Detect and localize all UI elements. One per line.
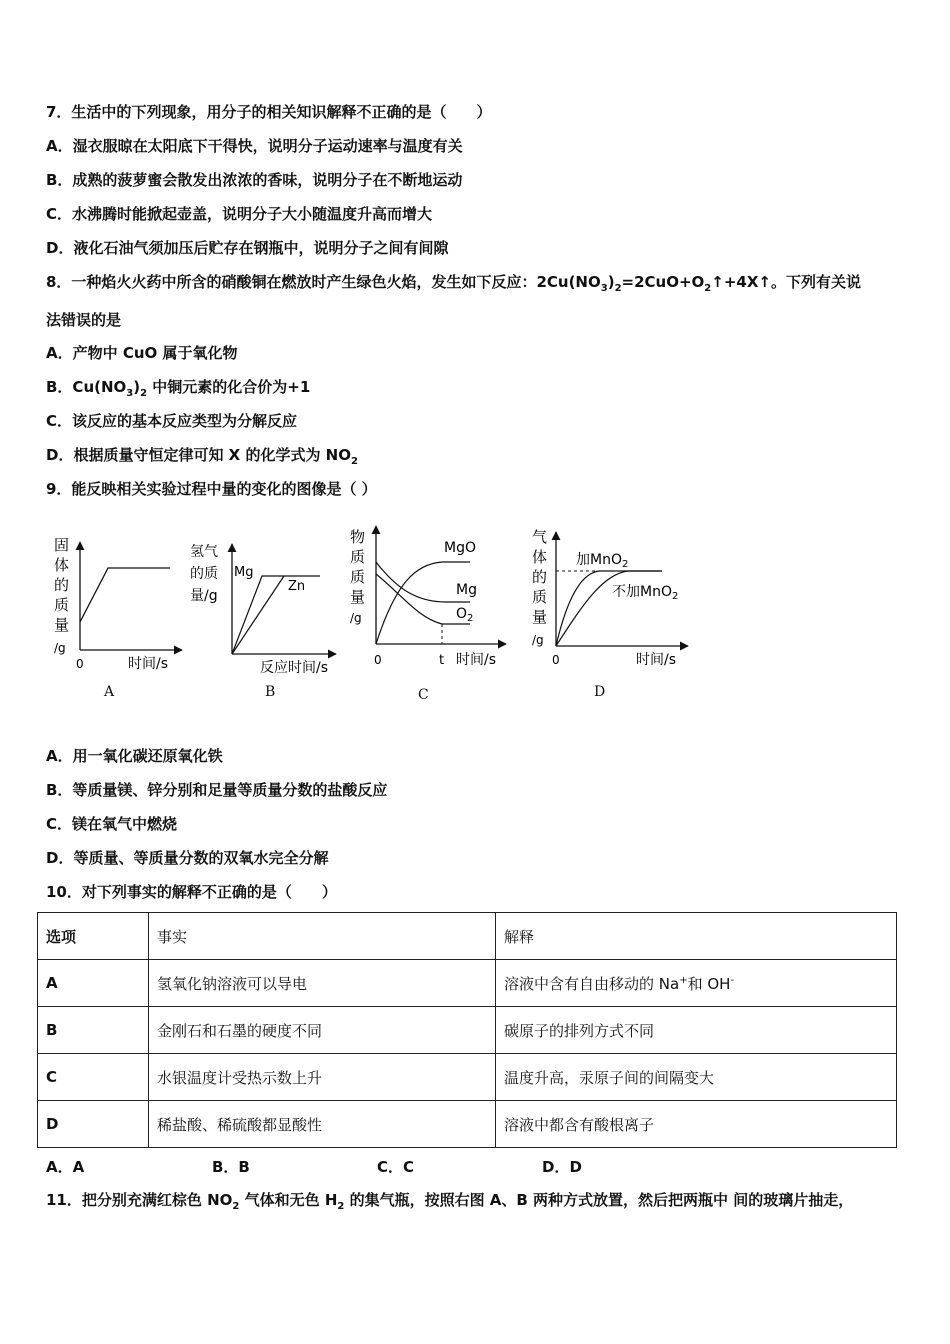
q7-option-c: C．水沸腾时能掀起壶盖，说明分子大小随温度升高而增大 bbox=[46, 205, 433, 223]
graph-b-ylabel-2: 的质 bbox=[190, 566, 218, 582]
graph-d-ylabel-3: 的 bbox=[532, 568, 548, 586]
graph-a-curve bbox=[80, 568, 170, 622]
header-explanation: 解释 bbox=[496, 913, 897, 960]
table-header-row bbox=[38, 913, 897, 960]
row-fact: 稀盐酸、稀硫酸都显酸性 bbox=[149, 1101, 496, 1148]
q8-option-d: D．根据质量守恒定律可知 X 的化学式为 $NO_2$ bbox=[46, 446, 358, 467]
q7-option-a: A．湿衣服晾在太阳底下干得快，说明分子运动速率与温度有关 bbox=[46, 137, 463, 155]
q10-choice-b: B．B bbox=[212, 1158, 250, 1176]
row-fact: 金刚石和石墨的硬度不同 bbox=[149, 1007, 496, 1054]
graph-d-origin: 0 bbox=[552, 653, 560, 667]
table-row bbox=[38, 1054, 897, 1101]
graph-c-ylabel-3: 质 bbox=[350, 568, 366, 586]
graph-c-xlabel: 时间/s bbox=[456, 652, 497, 668]
q8-option-c: C．该反应的基本反应类型为分解反应 bbox=[46, 412, 298, 430]
q8-option-a: A．产物中 CuO 属于氧化物 bbox=[46, 344, 238, 362]
graph-b-label: B bbox=[265, 684, 276, 700]
q7-stem: 7．生活中的下列现象，用分子的相关知识解释不正确的是（ ） bbox=[46, 103, 492, 121]
q7-option-d: D．液化石油气须加压后贮存在钢瓶中，说明分子之间有间隙 bbox=[46, 239, 449, 257]
row-explanation: 碳原子的排列方式不同 bbox=[496, 1007, 897, 1054]
graph-d-without-mno2-curve bbox=[556, 571, 662, 646]
graph-b-ylabel-3: 量/g bbox=[190, 588, 218, 604]
q10-choice-c: C．C bbox=[377, 1158, 415, 1176]
graph-d-without-mno2-label: 不加MnO$_2$ bbox=[612, 584, 679, 602]
graph-c-ylabel-1: 物 bbox=[350, 528, 366, 546]
graph-c-ylabel-2: 质 bbox=[350, 548, 366, 566]
graph-d-ylabel-1: 气 bbox=[532, 528, 548, 546]
graph-c-origin: 0 bbox=[374, 653, 382, 667]
graph-d-ylabel-4: 质 bbox=[532, 588, 548, 606]
graph-c bbox=[346, 522, 511, 674]
graph-a-label: A bbox=[104, 684, 115, 700]
graph-b-zn-label: Zn bbox=[288, 579, 306, 594]
graph-c-label: C bbox=[418, 687, 429, 703]
graph-d bbox=[528, 524, 693, 674]
q10-choice-a: A．A bbox=[46, 1158, 85, 1176]
graph-d-ylabel-5: 量 bbox=[532, 608, 548, 626]
q9-option-d: D．等质量、等质量分数的双氧水完全分解 bbox=[46, 849, 329, 867]
row-key: C bbox=[38, 1054, 149, 1101]
q9-option-a: A．用一氧化碳还原氧化铁 bbox=[46, 747, 223, 765]
q9-option-b: B．等质量镁、锌分别和足量等质量分数的盐酸反应 bbox=[46, 781, 388, 799]
graph-c-t-tick: t bbox=[439, 653, 445, 668]
graph-d-xlabel: 时间/s bbox=[636, 652, 677, 668]
row-key: B bbox=[38, 1007, 149, 1054]
graph-d-ylabel-2: 体 bbox=[532, 548, 548, 566]
graph-b bbox=[188, 538, 343, 680]
q8-stem: 8．一种焰火火药中所含的硝酸铜在燃放时产生绿色火焰，发生如下反应：$2Cu(NO_3)_2=2CuO+O_2↑+4X↑$。下列有关说 bbox=[46, 273, 861, 294]
row-fact: 水银温度计受热示数上升 bbox=[149, 1054, 496, 1101]
table-row bbox=[38, 1007, 897, 1054]
q10-stem: 10．对下列事实的解释不正确的是（ ） bbox=[46, 883, 337, 901]
q9-option-c: C．镁在氧气中燃烧 bbox=[46, 815, 178, 833]
graph-b-ylabel-1: 氢气 bbox=[190, 544, 218, 560]
graph-c-mg-label: Mg bbox=[456, 582, 477, 598]
header-option: 选项 bbox=[38, 913, 149, 960]
graph-a-ylabel-3: 的 bbox=[54, 576, 70, 594]
q11-stem: 11．把分别充满红棕色 $NO_2$ 气体和无色 $H_2$ 的集气瓶，按照右图 A、B 两种方式放置，然后把两瓶中 间的玻璃片抽走， bbox=[46, 1191, 854, 1212]
q8-stem-line2: 法错误的是 bbox=[46, 311, 122, 329]
graph-a bbox=[50, 530, 190, 680]
graph-d-with-mno2-curve bbox=[556, 571, 662, 646]
graph-d-label: D bbox=[594, 684, 606, 700]
graph-c-o2-label: $O_2$ bbox=[456, 606, 474, 624]
row-fact: 氢氧化钠溶液可以导电 bbox=[149, 960, 496, 1007]
table-row bbox=[38, 960, 897, 1007]
graph-b-mg-label: Mg bbox=[234, 565, 254, 580]
row-explanation: 溶液中都含有酸根离子 bbox=[496, 1101, 897, 1148]
row-explanation: 溶液中含有自由移动的 Na+和 OH- bbox=[496, 960, 897, 1007]
header-fact: 事实 bbox=[149, 913, 496, 960]
table-row bbox=[38, 1101, 897, 1148]
row-key: D bbox=[38, 1101, 149, 1148]
graph-a-ylabel-1: 固 bbox=[54, 536, 70, 554]
graph-a-ylabel-5: 量 bbox=[54, 616, 70, 634]
graph-d-with-mno2-label: 加MnO$_2$ bbox=[576, 552, 629, 570]
graph-a-origin: 0 bbox=[76, 657, 84, 671]
graph-c-mgo-label: MgO bbox=[444, 540, 476, 556]
q7-option-b: B．成熟的菠萝蜜会散发出浓浓的香味，说明分子在不断地运动 bbox=[46, 171, 463, 189]
graph-d-yunit: /g bbox=[532, 633, 544, 647]
q8-option-b: B．$Cu(NO_3)_2$ 中铜元素的化合价为+1 bbox=[46, 378, 311, 399]
graph-a-ylabel-2: 体 bbox=[54, 556, 70, 574]
q10-table bbox=[37, 912, 897, 1148]
graph-c-yunit: /g bbox=[350, 611, 362, 625]
q10-choice-d: D．D bbox=[542, 1158, 582, 1176]
row-key: A bbox=[38, 960, 149, 1007]
graph-c-mgo-curve bbox=[376, 562, 470, 644]
row-explanation: 温度升高，汞原子间的间隔变大 bbox=[496, 1054, 897, 1101]
graph-b-xlabel: 反应时间/s bbox=[260, 660, 329, 676]
q9-stem: 9．能反映相关实验过程中量的变化的图像是（ ） bbox=[46, 480, 377, 498]
graph-c-ylabel-4: 量 bbox=[350, 588, 366, 606]
graph-a-yunit: /g bbox=[54, 641, 66, 655]
graph-a-ylabel-4: 质 bbox=[54, 596, 70, 614]
graph-a-xlabel: 时间/s bbox=[128, 656, 169, 672]
